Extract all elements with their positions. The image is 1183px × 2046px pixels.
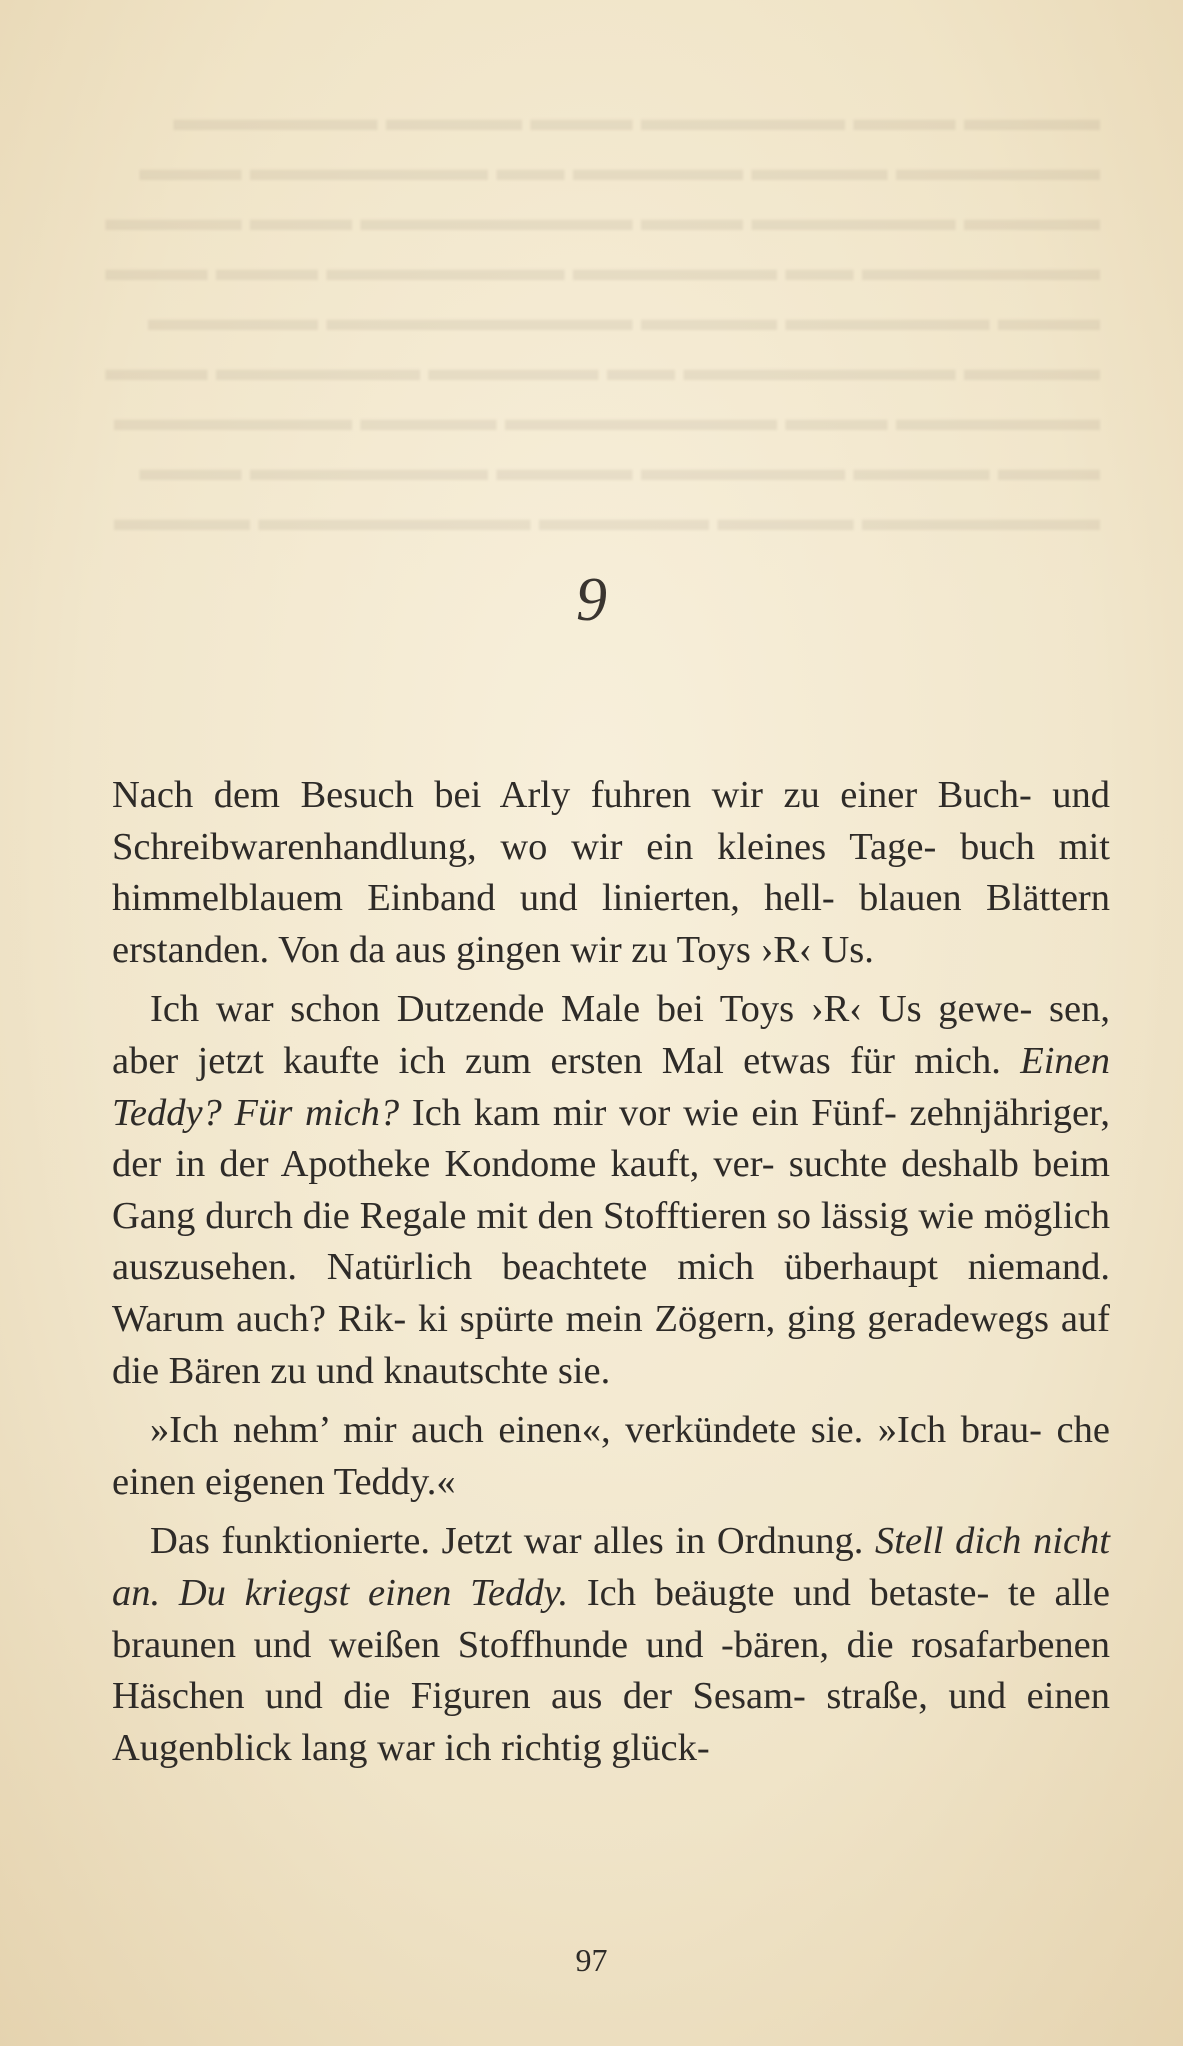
paragraph-1: Nach dem Besuch bei Arly fuhren wir zu einer Buch- und Schreibwarenhandlung, wo wir ein kleines Tage- buch mit himmelblauem Einband und linierten, hell- blauen Blättern erstanden. Von da aus gingen wir zu Toys ›R‹ Us. [112,774,1110,971]
paragraph-4-end: Ich beäugte und betaste- te alle braunen und weißen Stoffhunde und -bären, die rosafarbenen Häschen und die Figuren aus der Sesam- straße, und einen Augenblick lang war ich richtig glück- [112,1571,1111,1769]
body-text [112,770,1110,1774]
page-number: 97 [575,1942,608,1978]
show-through-texture: ▬▬▬▬ ▬▬▬ ▬▬▬▬▬▬ ▬▬▬ ▬▬▬▬ ▬▬▬▬▬▬ ▬▬▬▬▬▬ ▬▬▬▬ ▬▬▬▬▬ ▬▬ ▬▬▬▬▬▬▬ ▬▬▬ ▬▬▬▬ ▬▬▬▬▬▬ ▬▬▬ ▬▬▬▬▬▬▬▬ ▬▬▬ ▬▬▬▬ ▬▬▬▬▬▬▬ ▬▬ ▬▬▬▬▬▬ ▬▬▬▬▬▬▬ ▬▬▬ ▬▬▬ ▬▬▬ ▬▬▬▬▬▬ ▬▬▬▬ ▬▬▬▬▬▬▬▬▬ ▬▬▬▬▬ ▬▬▬▬ ▬▬▬▬▬▬▬▬ ▬▬ ▬▬▬▬▬ ▬▬▬▬▬▬ ▬▬▬ ▬▬▬▬▬▬ ▬▬▬ ▬▬▬▬▬▬▬▬ ▬▬▬▬ ▬▬▬▬▬▬▬ ▬▬▬ ▬▬▬▬ ▬▬▬▬▬▬ ▬▬▬▬ ▬▬▬▬▬▬▬ ▬▬▬ ▬▬▬▬▬▬▬ ▬▬▬▬ ▬▬▬▬▬ ▬▬▬▬▬▬▬▬ ▬▬▬▬ [105,101,1100,538]
paragraph-2-start: Ich war schon Dutzende Male bei Toys ›R‹ Us gewe- sen, aber jetzt kaufte ich zum ersten Mal etwas für mich. [112,988,1110,1082]
paragraph-2 [112,984,1110,1397]
paragraph-2-italic: Einen Teddy? Für mich? [112,1039,1110,1134]
paragraph-4-start: Das funktionierte. Jetzt war alles in Ordnung. [150,1520,876,1563]
paragraph-3: »Ich nehm’ mir auch einen«, verkündete sie. »Ich brau- che einen eigenen Teddy.« [112,1409,1110,1503]
paragraph-4 [112,1516,1110,1774]
paragraph-4-italic: Stell dich nicht an. Du kriegst einen Teddy. [112,1520,1110,1614]
chapter-number: 9 [576,566,607,634]
paragraph-2-end: Ich kam mir vor wie ein Fünf- zehnjähriger, der in der Apotheke Kondome kauft, ver- suchte deshalb beim Gang durch die Regale mit den Stofftieren so lässig wie möglich auszusehen. Natürlich beachtete mich überhaupt niemand. Warum auch? Rik- ki spürte mein Zögern, ging geradewegs auf die Bären zu und knautschte sie. [112,1091,1110,1392]
